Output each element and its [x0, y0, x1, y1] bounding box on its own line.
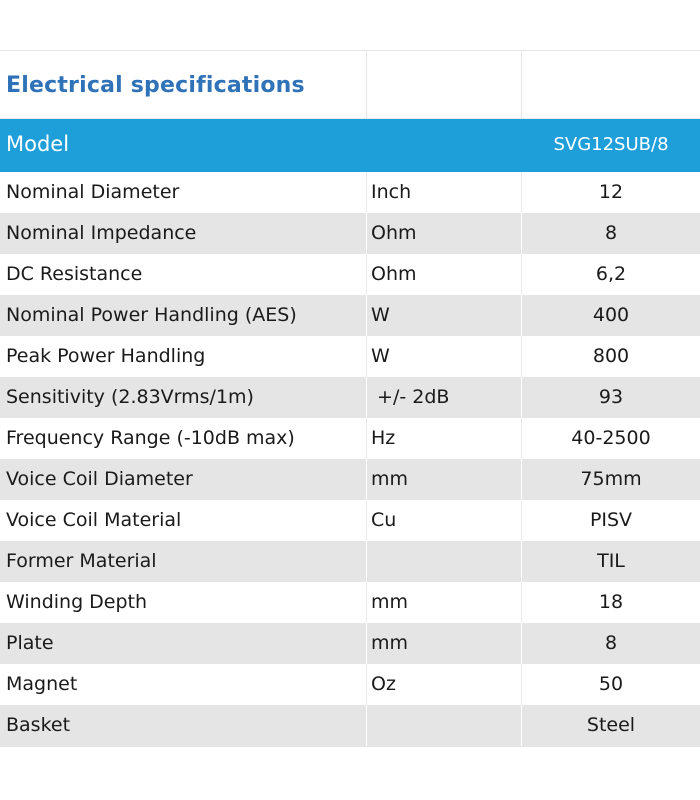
column-divider [366, 336, 367, 377]
unit-cell: +/- 2dB [371, 386, 450, 408]
value-cell: 800 [592, 345, 630, 367]
unit-cell: Inch [371, 181, 412, 203]
section-title: Electrical specifications [6, 73, 305, 98]
value-cell: 400 [592, 304, 630, 326]
column-divider [366, 582, 367, 623]
value-cell: 18 [598, 591, 624, 613]
unit-cell: Ohm [371, 263, 417, 285]
unit-cell: Hz [371, 427, 396, 449]
unit-cell: W [371, 304, 390, 326]
unit-cell: Cu [371, 509, 397, 531]
parameter-cell: Former Material [6, 550, 157, 572]
column-divider [366, 500, 367, 541]
parameter-cell: Frequency Range (-10dB max) [6, 427, 295, 449]
value-cell: 50 [598, 673, 624, 695]
column-divider [366, 541, 367, 582]
table-row [0, 582, 700, 623]
column-divider [366, 172, 367, 213]
column-divider [521, 51, 522, 118]
table-row [0, 623, 700, 664]
spec-table [0, 50, 700, 747]
parameter-cell: Nominal Diameter [6, 181, 180, 203]
column-divider [366, 213, 367, 254]
parameter-cell: Plate [6, 632, 54, 654]
table-row [0, 541, 700, 582]
value-cell: 40-2500 [571, 427, 651, 449]
parameter-cell: Basket [6, 714, 71, 736]
value-cell: 6,2 [595, 263, 627, 285]
value-cell: 8 [604, 632, 618, 654]
parameter-cell: Sensitivity (2.83Vrms/1m) [6, 386, 254, 408]
unit-cell [371, 541, 521, 582]
value-cell: TIL [597, 550, 625, 572]
column-divider [366, 664, 367, 705]
unit-cell: mm [371, 468, 409, 490]
table-row [0, 500, 700, 541]
model-value: SVG12SUB/8 [553, 134, 669, 155]
unit-cell [371, 705, 521, 746]
table-row [0, 336, 700, 377]
unit-cell: mm [371, 591, 409, 613]
column-divider [366, 51, 367, 118]
value-cell: 8 [604, 222, 618, 244]
table-row [0, 213, 700, 254]
model-label: Model [6, 132, 70, 156]
column-divider [366, 254, 367, 295]
column-divider [366, 623, 367, 664]
parameter-cell: Magnet [6, 673, 78, 695]
column-divider [366, 705, 367, 746]
table-row [0, 172, 700, 213]
value-cell: 75mm [580, 468, 642, 490]
spec-rows [0, 172, 700, 746]
parameter-cell: Peak Power Handling [6, 345, 206, 367]
parameter-cell: Nominal Impedance [6, 222, 197, 244]
title-row [0, 51, 700, 119]
table-row [0, 705, 700, 746]
table-row [0, 664, 700, 705]
column-divider [366, 418, 367, 459]
unit-cell: Oz [371, 673, 396, 695]
value-cell: 12 [598, 181, 624, 203]
bottom-rule [0, 746, 700, 747]
table-row [0, 459, 700, 500]
model-header-row [0, 119, 700, 172]
column-divider [366, 377, 367, 418]
table-row [0, 254, 700, 295]
value-cell: Steel [586, 714, 636, 736]
parameter-cell: Voice Coil Material [6, 509, 182, 531]
parameter-cell: Voice Coil Diameter [6, 468, 193, 490]
unit-cell: mm [371, 632, 409, 654]
unit-cell: W [371, 345, 390, 367]
column-divider [366, 459, 367, 500]
table-row [0, 377, 700, 418]
table-row [0, 295, 700, 336]
value-cell: PISV [589, 509, 633, 531]
unit-cell: Ohm [371, 222, 417, 244]
parameter-cell: Winding Depth [6, 591, 148, 613]
column-divider [366, 295, 367, 336]
parameter-cell: Nominal Power Handling (AES) [6, 304, 297, 326]
value-cell: 93 [598, 386, 624, 408]
table-row [0, 418, 700, 459]
parameter-cell: DC Resistance [6, 263, 143, 285]
